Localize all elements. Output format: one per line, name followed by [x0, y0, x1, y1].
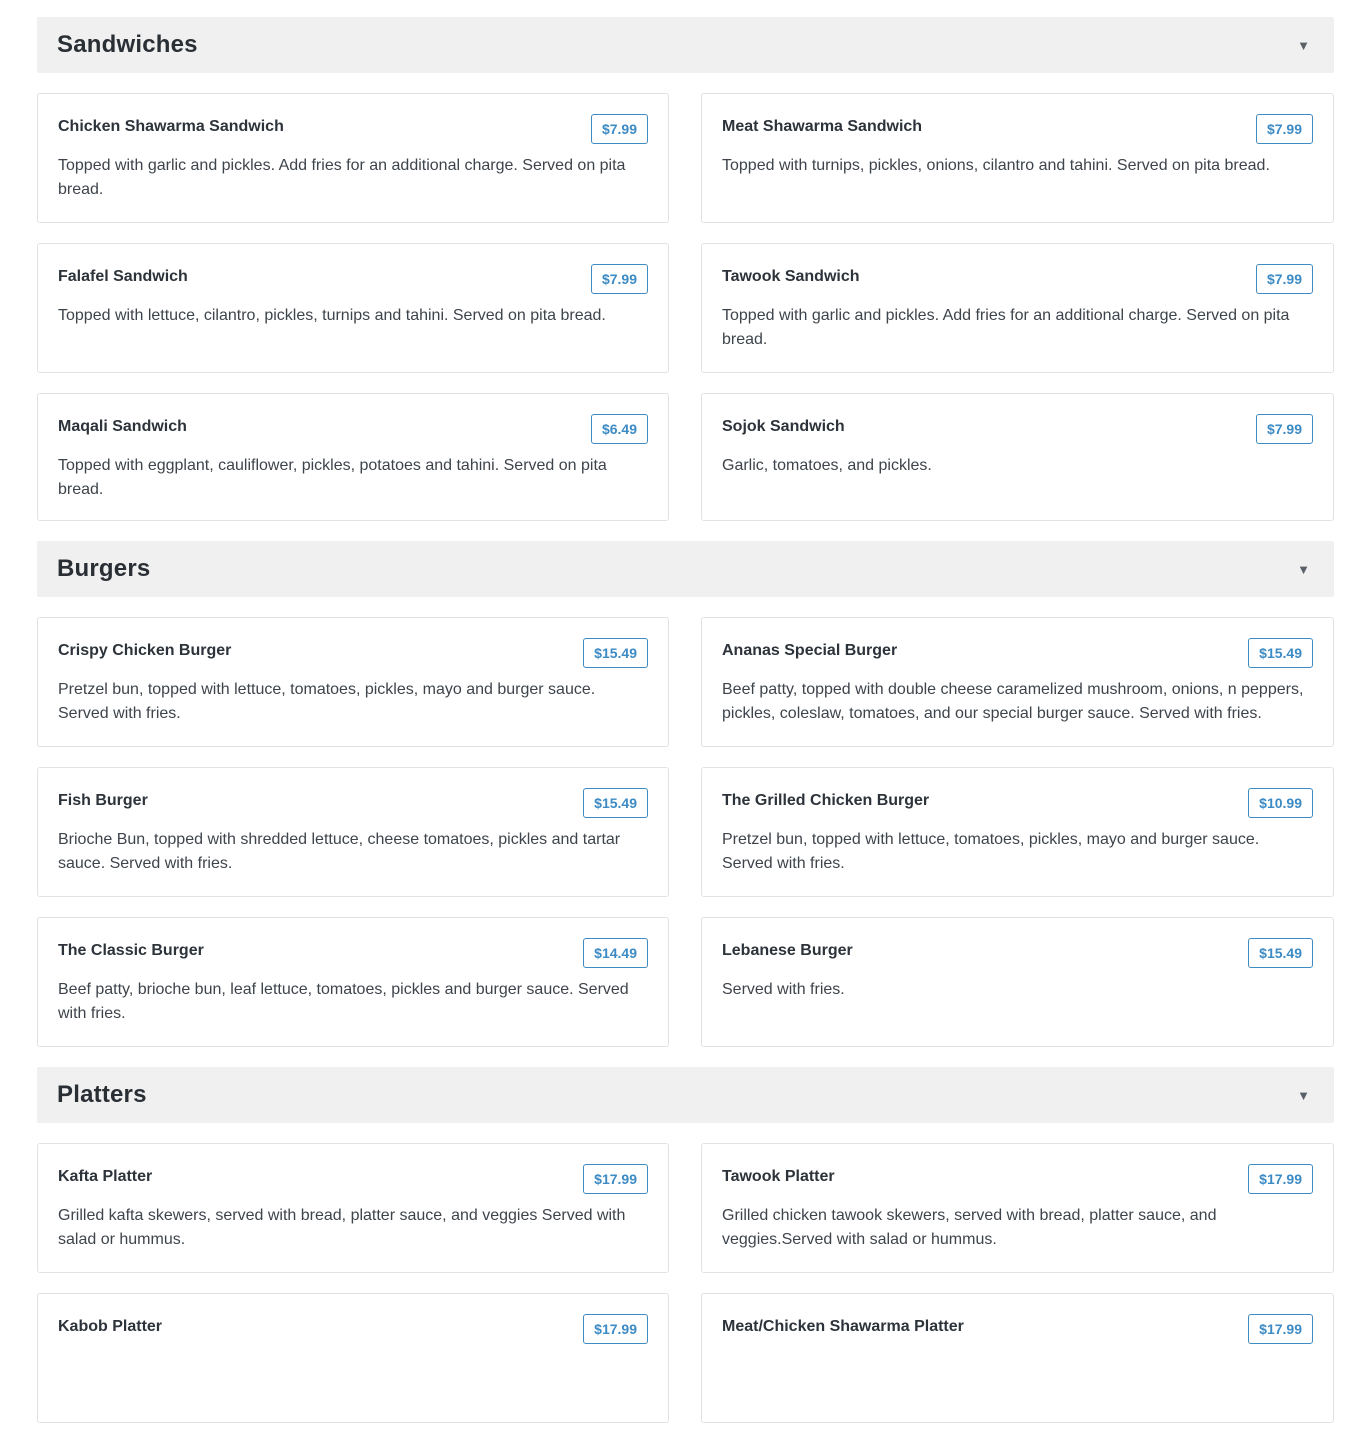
- item-grid: [37, 1123, 1334, 1443]
- price-badge: $7.99: [591, 264, 648, 294]
- menu-item-card[interactable]: [37, 1293, 669, 1423]
- menu: [37, 0, 1334, 1443]
- item-name: Tawook Sandwich: [722, 268, 860, 285]
- item-description: Pretzel bun, topped with lettuce, tomatoes, pickles, mayo and burger sauce. Served with fries.: [58, 681, 596, 722]
- item-description: Served with fries.: [722, 981, 845, 998]
- section-header-sandwiches[interactable]: [37, 17, 1334, 73]
- item-name: Meat/Chicken Shawarma Platter: [722, 1318, 964, 1335]
- item-description: Pretzel bun, topped with lettuce, tomatoes, pickles, mayo and burger sauce. Served with fries.: [722, 831, 1260, 872]
- price-badge: $7.99: [1256, 114, 1313, 144]
- price-badge: $15.49: [1248, 938, 1313, 968]
- section-title: Burgers: [57, 555, 151, 582]
- section-platters: [37, 1067, 1334, 1443]
- price-badge: $17.99: [583, 1314, 648, 1344]
- menu-item-card[interactable]: [701, 393, 1334, 521]
- item-name: Maqali Sandwich: [58, 418, 187, 435]
- item-grid: [37, 597, 1334, 1067]
- menu-item-card[interactable]: [37, 767, 669, 897]
- menu-item-card[interactable]: [37, 617, 669, 747]
- item-name: The Grilled Chicken Burger: [722, 792, 930, 809]
- menu-item-card[interactable]: [37, 93, 669, 223]
- item-name: The Classic Burger: [58, 942, 204, 959]
- menu-item-card[interactable]: [701, 93, 1334, 223]
- item-description: Topped with lettuce, cilantro, pickles, turnips and tahini. Served on pita bread.: [58, 307, 606, 324]
- price-badge: $15.49: [1248, 638, 1313, 668]
- item-grid: [37, 73, 1334, 541]
- price-badge: $7.99: [1256, 414, 1313, 444]
- price-badge: $10.99: [1248, 788, 1313, 818]
- item-name: Kafta Platter: [58, 1168, 153, 1185]
- item-name: Ananas Special Burger: [722, 642, 898, 659]
- chevron-down-icon[interactable]: ▼: [1297, 37, 1310, 53]
- item-description: Brioche Bun, topped with shredded lettuce, cheese tomatoes, pickles and tartar sauce. Served with fries.: [58, 831, 621, 872]
- section-title: Platters: [57, 1081, 147, 1108]
- item-description: Topped with eggplant, cauliflower, pickles, potatoes and tahini. Served on pita bread.: [58, 457, 607, 498]
- menu-item-card[interactable]: [701, 1143, 1334, 1273]
- price-badge: $7.99: [1256, 264, 1313, 294]
- price-badge: $7.99: [591, 114, 648, 144]
- item-description: Grilled kafta skewers, served with bread, platter sauce, and veggies Served with salad or hummus.: [58, 1207, 626, 1248]
- item-name: Fish Burger: [58, 792, 148, 809]
- menu-item-card[interactable]: [701, 767, 1334, 897]
- price-badge: $14.49: [583, 938, 648, 968]
- section-header-burgers[interactable]: [37, 541, 1334, 597]
- item-name: Lebanese Burger: [722, 942, 853, 959]
- menu-item-card[interactable]: [37, 243, 669, 373]
- price-badge: $17.99: [1248, 1314, 1313, 1344]
- menu-item-card[interactable]: [37, 393, 669, 521]
- price-badge: $15.49: [583, 788, 648, 818]
- chevron-down-icon[interactable]: ▼: [1297, 1087, 1310, 1103]
- menu-item-card[interactable]: [37, 917, 669, 1047]
- chevron-down-icon[interactable]: ▼: [1297, 561, 1310, 577]
- section-header-platters[interactable]: [37, 1067, 1334, 1123]
- menu-item-card[interactable]: [37, 1143, 669, 1273]
- item-description: Topped with garlic and pickles. Add fries for an additional charge. Served on pita bread.: [58, 157, 626, 198]
- item-name: Kabob Platter: [58, 1318, 163, 1335]
- item-name: Sojok Sandwich: [722, 418, 845, 435]
- item-description: Garlic, tomatoes, and pickles.: [722, 457, 932, 474]
- section-title: Sandwiches: [57, 31, 198, 58]
- price-badge: $17.99: [583, 1164, 648, 1194]
- item-description: Topped with garlic and pickles. Add fries for an additional charge. Served on pita bread.: [722, 307, 1290, 348]
- menu-item-card[interactable]: [701, 1293, 1334, 1423]
- item-name: Falafel Sandwich: [58, 268, 188, 285]
- price-badge: $17.99: [1248, 1164, 1313, 1194]
- item-description: Beef patty, topped with double cheese caramelized mushroom, onions, n peppers, pickles, coleslaw, tomatoes, and our special burger sauce. Served with fries.: [722, 681, 1304, 722]
- price-badge: $15.49: [583, 638, 648, 668]
- menu-item-card[interactable]: [701, 243, 1334, 373]
- item-name: Crispy Chicken Burger: [58, 642, 232, 659]
- item-description: Topped with turnips, pickles, onions, cilantro and tahini. Served on pita bread.: [722, 157, 1270, 174]
- item-description: Grilled chicken tawook skewers, served with bread, platter sauce, and veggies.Served with salad or hummus.: [722, 1207, 1217, 1248]
- menu-item-card[interactable]: [701, 617, 1334, 747]
- item-description: Beef patty, brioche bun, leaf lettuce, tomatoes, pickles and burger sauce. Served with fries.: [58, 981, 629, 1022]
- item-name: Meat Shawarma Sandwich: [722, 118, 923, 135]
- price-badge: $6.49: [591, 414, 648, 444]
- item-name: Tawook Platter: [722, 1168, 835, 1185]
- menu-item-card[interactable]: [701, 917, 1334, 1047]
- item-name: Chicken Shawarma Sandwich: [58, 118, 284, 135]
- section-burgers: [37, 541, 1334, 1067]
- section-sandwiches: [37, 17, 1334, 541]
